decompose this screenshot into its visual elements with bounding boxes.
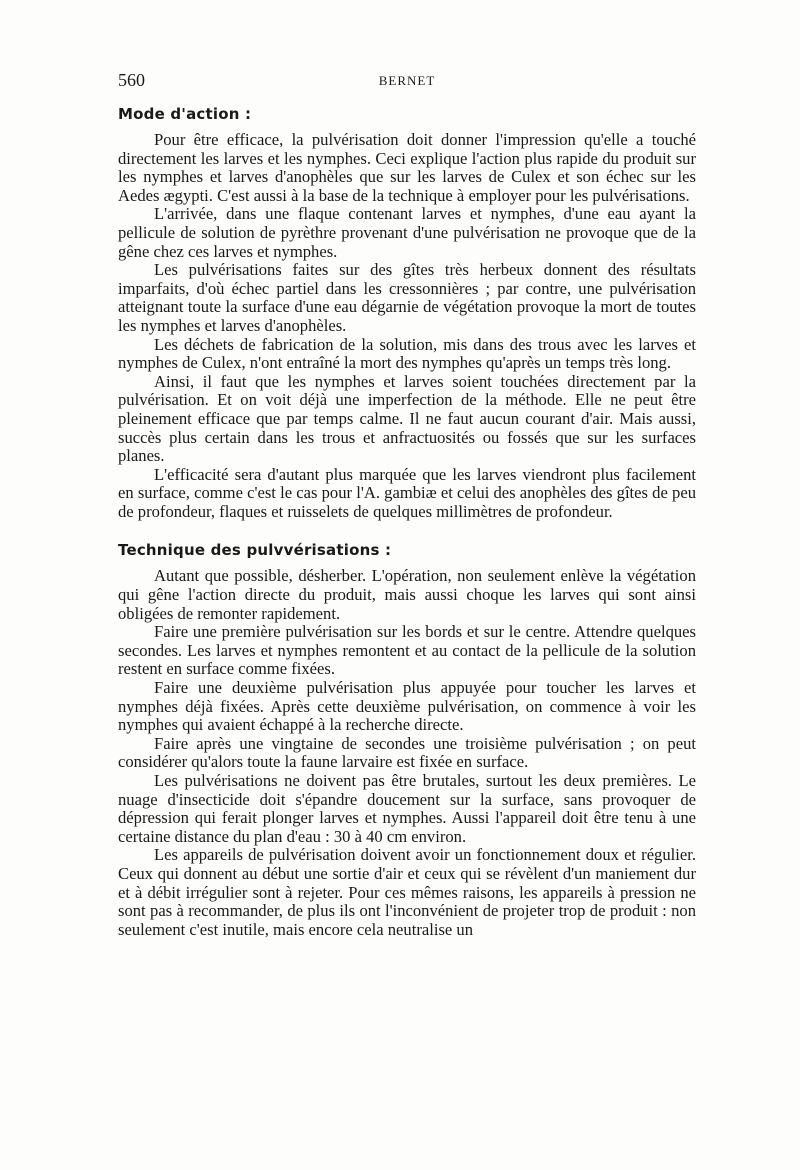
page-number: 560 [118,70,145,90]
running-head [118,70,696,92]
page [118,70,696,939]
paragraph: Pour être efficace, la pulvérisation doit donner l'impression qu'elle a touché directement les larves et les nymphes. Ceci explique l'action plus rapide du produit sur les nymphes et larves d'anophèles que sur les larves de Culex et son échec sur les Aedes ægypti. C'est aussi à la base de la technique à employer pour les pulvérisations. [118,130,696,205]
paragraph: Autant que possible, désherber. L'opération, non seulement enlève la végétation qui gêne l'action directe du produit, mais aussi choque les larves qui sont ainsi obligées de remonter rapidement. [118,566,696,623]
paragraph: Faire après une vingtaine de secondes une troisième pulvérisation ; on peut considérer qu'alors toute la faune larvaire est fixée en surface. [118,733,696,772]
section-heading-mode-action: Mode d'action : [118,105,252,123]
paragraph: Les pulvérisations faites sur des gîtes très herbeux donnent des résultats imparfaits, d'où échec partiel dans les cressonnières ; par contre, une pulvérisation atteignant toute la surface d'une eau dégarnie de végétation provoque la mort de toutes les nymphes et larves d'anophèles. [118,260,696,335]
paragraph: Faire une deuxième pulvérisation plus appuyée pour toucher les larves et nymphes déjà fixées. Après cette deuxième pulvérisation, on commence à voir les nymphes qui avaient échappé à la recherche directe. [118,678,696,735]
paragraph: Les déchets de fabrication de la solution, mis dans des trous avec les larves et nymphes de Culex, n'ont entraîné la mort des nymphes qu'après un temps très long. [118,334,696,373]
running-head-author: BERNET [378,73,436,88]
paragraph: Ainsi, il faut que les nymphes et larves soient touchées directement par la pulvérisation. Et on voit déjà une imperfection de la méthode. Elle ne peut être pleinement efficace que par temps calme. Il ne faut aucun courant d'air. Mais aussi, succès plus certain dans les trous et anfractuosités ou fossés que sur les surfaces planes. [118,371,696,466]
paragraph: Les pulvérisations ne doivent pas être brutales, surtout les deux premières. Le nuage d'insecticide doit s'épandre doucement sur la surface, sans provoquer de dépression qui ferait plonger larves et nymphes. Aussi l'appareil doit être tenu à une certaine distance du plan d'eau : 30 à 40 cm environ. [118,771,696,846]
section-heading-technique: Technique des pulvvérisations : [118,541,392,560]
paragraph: Faire une première pulvérisation sur les bords et sur le centre. Attendre quelques secondes. Les larves et nymphes remontent et au contact de la pellicule de la solution restent en surface comme fixées. [118,622,696,679]
paragraph: L'efficacité sera d'autant plus marquée que les larves viendront plus facilement en surface, comme c'est le cas pour l'A. gambiæ et celui des anophèles des gîtes de peu de profondeur, flaques et ruisselets de quelques millimètres de profondeur. [118,464,696,521]
paragraph: L'arrivée, dans une flaque contenant larves et nymphes, d'une eau ayant la pellicule de solution de pyrèthre provenant d'une pulvérisation ne provoque que de la gêne chez ces larves et nymphes. [118,204,696,261]
paragraph: Les appareils de pulvérisation doivent avoir un fonctionnement doux et régulier. Ceux qui donnent au début une sortie d'air et ceux qui se révèlent d'un maniement dur et à débit irrégulier sont à rejeter. Pour ces mêmes raisons, les appareils à pression ne sont pas à recommander, de plus ils ont l'inconvénient de projeter trop de produit : non seulement c'est inutile, mais encore cela neutralise un [118,845,696,939]
